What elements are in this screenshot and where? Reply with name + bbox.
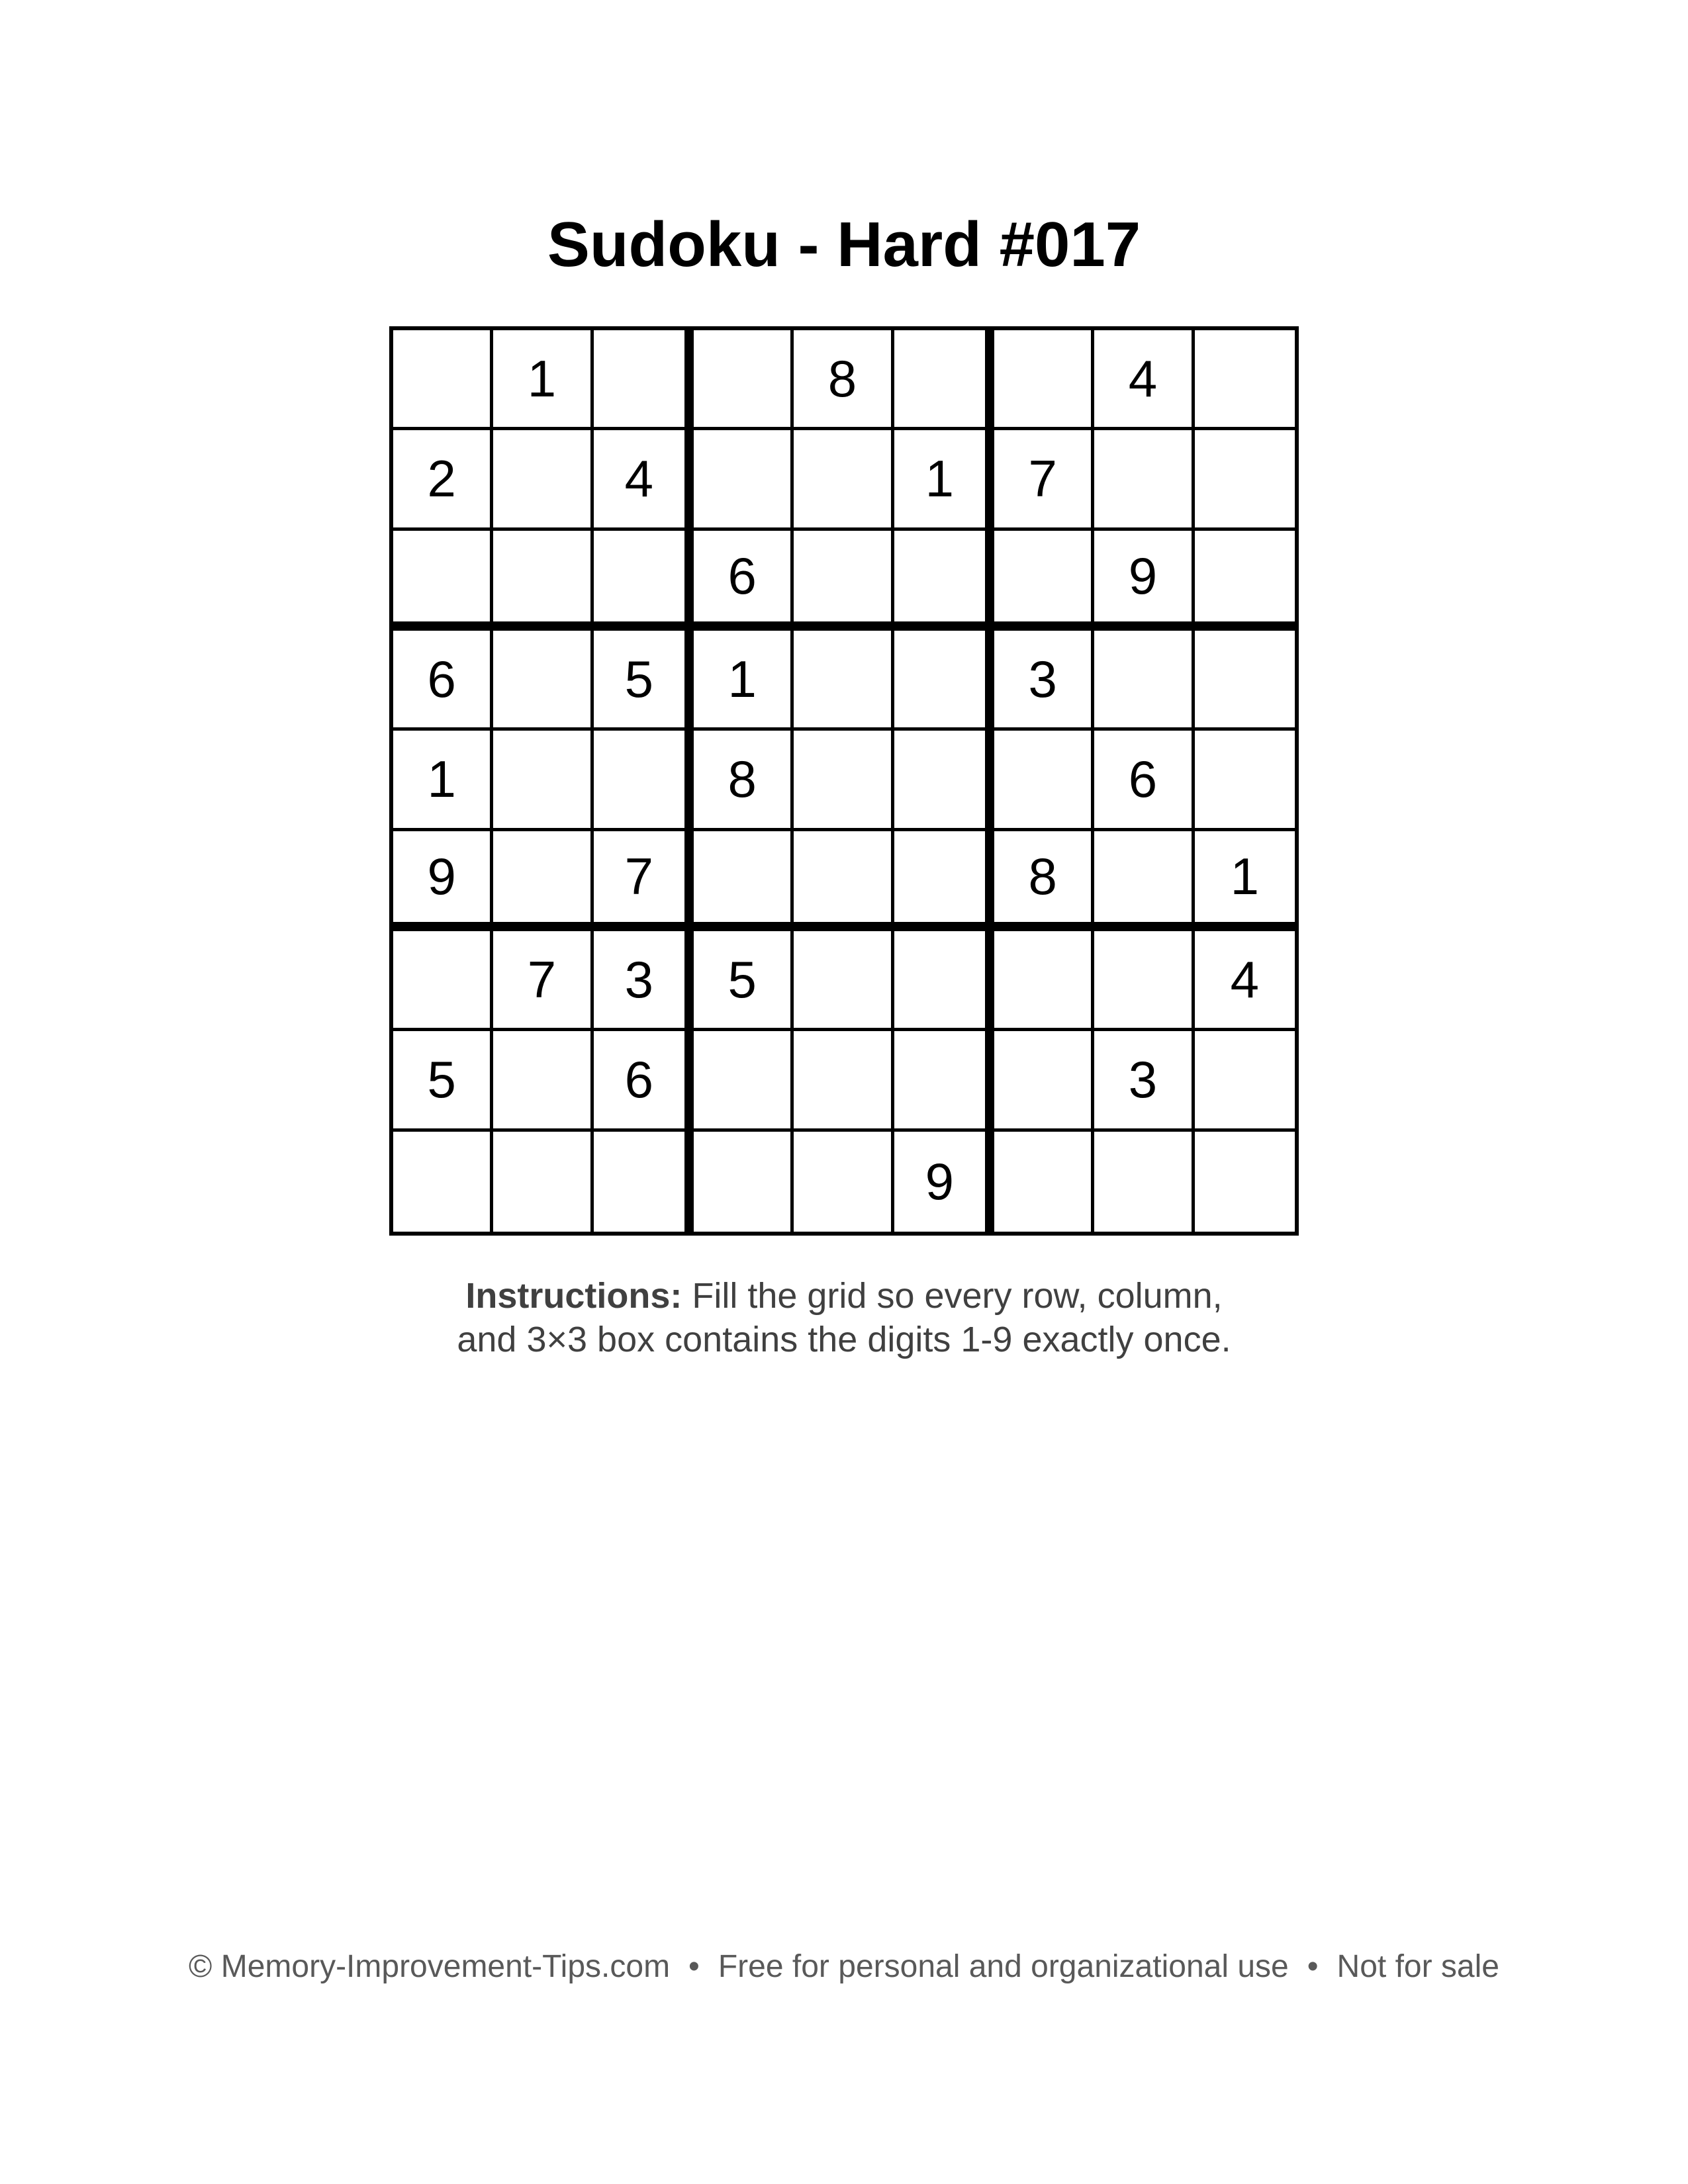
sudoku-cell-r1c2: 1: [493, 330, 593, 430]
sudoku-cell-r1c9[interactable]: [1195, 330, 1295, 430]
sudoku-grid: [389, 326, 1299, 1236]
sudoku-cell-r2c6: 1: [894, 430, 994, 530]
sudoku-cell-r5c5[interactable]: [794, 731, 894, 831]
footer-separator-1: •: [688, 1949, 700, 1984]
sudoku-cell-r6c2[interactable]: [493, 831, 593, 931]
sudoku-cell-r3c9[interactable]: [1195, 531, 1295, 631]
sudoku-cell-r6c3: 7: [594, 831, 694, 931]
sudoku-cell-r6c1: 9: [393, 831, 493, 931]
sudoku-cell-r3c7[interactable]: [994, 531, 1094, 631]
sudoku-cell-r9c8[interactable]: [1094, 1132, 1194, 1232]
sudoku-cell-r7c4: 5: [694, 931, 794, 1031]
sudoku-cell-r3c2[interactable]: [493, 531, 593, 631]
instructions-line-1: [0, 1274, 1688, 1318]
sudoku-cell-r3c5[interactable]: [794, 531, 894, 631]
instructions-label: Instructions:: [465, 1276, 682, 1316]
sudoku-cell-r2c7: 7: [994, 430, 1094, 530]
sudoku-cell-r4c8[interactable]: [1094, 631, 1194, 731]
sudoku-cell-r8c3: 6: [594, 1031, 694, 1131]
sudoku-cell-r8c7[interactable]: [994, 1031, 1094, 1131]
sudoku-cell-r5c4: 8: [694, 731, 794, 831]
footer-copyright: © Memory-Improvement-Tips.com: [189, 1949, 671, 1984]
sudoku-cell-r8c6[interactable]: [894, 1031, 994, 1131]
sudoku-cell-r6c6[interactable]: [894, 831, 994, 931]
sudoku-cell-r6c7: 8: [994, 831, 1094, 931]
sudoku-cell-r8c9[interactable]: [1195, 1031, 1295, 1131]
sudoku-cell-r3c1[interactable]: [393, 531, 493, 631]
sudoku-cell-r2c3: 4: [594, 430, 694, 530]
sudoku-cell-r6c8[interactable]: [1094, 831, 1194, 931]
sudoku-cell-r1c5: 8: [794, 330, 894, 430]
sudoku-cell-r8c8: 3: [1094, 1031, 1194, 1131]
sudoku-cell-r2c1: 2: [393, 430, 493, 530]
sudoku-cell-r9c1[interactable]: [393, 1132, 493, 1232]
page-title: Sudoku - Hard #017: [547, 209, 1141, 280]
sudoku-cell-r2c9[interactable]: [1195, 430, 1295, 530]
sudoku-cell-r9c3[interactable]: [594, 1132, 694, 1232]
sudoku-cell-r4c7: 3: [994, 631, 1094, 731]
sudoku-cell-r5c2[interactable]: [493, 731, 593, 831]
instructions-text-1: Fill the grid so every row, column,: [682, 1276, 1223, 1316]
sudoku-cell-r8c5[interactable]: [794, 1031, 894, 1131]
sudoku-cell-r2c2[interactable]: [493, 430, 593, 530]
sudoku-cell-r5c7[interactable]: [994, 731, 1094, 831]
sudoku-cell-r2c5[interactable]: [794, 430, 894, 530]
sudoku-cell-r5c3[interactable]: [594, 731, 694, 831]
footer-separator-2: •: [1307, 1949, 1319, 1984]
sudoku-cell-r6c4[interactable]: [694, 831, 794, 931]
sudoku-cell-r7c1[interactable]: [393, 931, 493, 1031]
sudoku-cell-r8c4[interactable]: [694, 1031, 794, 1131]
sudoku-cell-r3c4: 6: [694, 531, 794, 631]
sudoku-cell-r5c6[interactable]: [894, 731, 994, 831]
sudoku-cell-r4c5[interactable]: [794, 631, 894, 731]
sudoku-cell-r4c6[interactable]: [894, 631, 994, 731]
sudoku-cell-r4c3: 5: [594, 631, 694, 731]
sudoku-cell-r6c5[interactable]: [794, 831, 894, 931]
sudoku-cell-r4c2[interactable]: [493, 631, 593, 731]
sudoku-cell-r2c8[interactable]: [1094, 430, 1194, 530]
sudoku-cell-r1c3[interactable]: [594, 330, 694, 430]
footer: [0, 1946, 1688, 1988]
sudoku-cell-r4c9[interactable]: [1195, 631, 1295, 731]
sudoku-cell-r7c9: 4: [1195, 931, 1295, 1031]
sudoku-cell-r3c6[interactable]: [894, 531, 994, 631]
sudoku-cell-r3c3[interactable]: [594, 531, 694, 631]
instructions-line-2: and 3×3 box contains the digits 1-9 exactly once.: [457, 1320, 1231, 1359]
sudoku-cell-r7c7[interactable]: [994, 931, 1094, 1031]
sudoku-cell-r1c6[interactable]: [894, 330, 994, 430]
sudoku-cell-r5c8: 6: [1094, 731, 1194, 831]
sudoku-cell-r7c5[interactable]: [794, 931, 894, 1031]
sudoku-cell-r2c4[interactable]: [694, 430, 794, 530]
sudoku-cell-r7c3: 3: [594, 931, 694, 1031]
sudoku-cell-r4c1: 6: [393, 631, 493, 731]
sudoku-cell-r7c6[interactable]: [894, 931, 994, 1031]
sudoku-cell-r8c2[interactable]: [493, 1031, 593, 1131]
sudoku-cell-r1c1[interactable]: [393, 330, 493, 430]
sudoku-cell-r5c9[interactable]: [1195, 731, 1295, 831]
sudoku-cell-r4c4: 1: [694, 631, 794, 731]
footer-note: Not for sale: [1336, 1949, 1499, 1984]
sudoku-cell-r9c6: 9: [894, 1132, 994, 1232]
sudoku-cell-r9c9[interactable]: [1195, 1132, 1295, 1232]
footer-license: Free for personal and organizational use: [718, 1949, 1289, 1984]
sudoku-cell-r9c5[interactable]: [794, 1132, 894, 1232]
sudoku-cell-r9c2[interactable]: [493, 1132, 593, 1232]
sudoku-cell-r9c4[interactable]: [694, 1132, 794, 1232]
sudoku-cell-r7c8[interactable]: [1094, 931, 1194, 1031]
sudoku-cell-r8c1: 5: [393, 1031, 493, 1131]
sudoku-cell-r3c8: 9: [1094, 531, 1194, 631]
sudoku-cell-r9c7[interactable]: [994, 1132, 1094, 1232]
sudoku-cell-r1c8: 4: [1094, 330, 1194, 430]
sudoku-cell-r1c7[interactable]: [994, 330, 1094, 430]
sudoku-cell-r1c4[interactable]: [694, 330, 794, 430]
sudoku-cell-r5c1: 1: [393, 731, 493, 831]
sudoku-cell-r6c9: 1: [1195, 831, 1295, 931]
sudoku-cell-r7c2: 7: [493, 931, 593, 1031]
instructions: [0, 1274, 1688, 1361]
